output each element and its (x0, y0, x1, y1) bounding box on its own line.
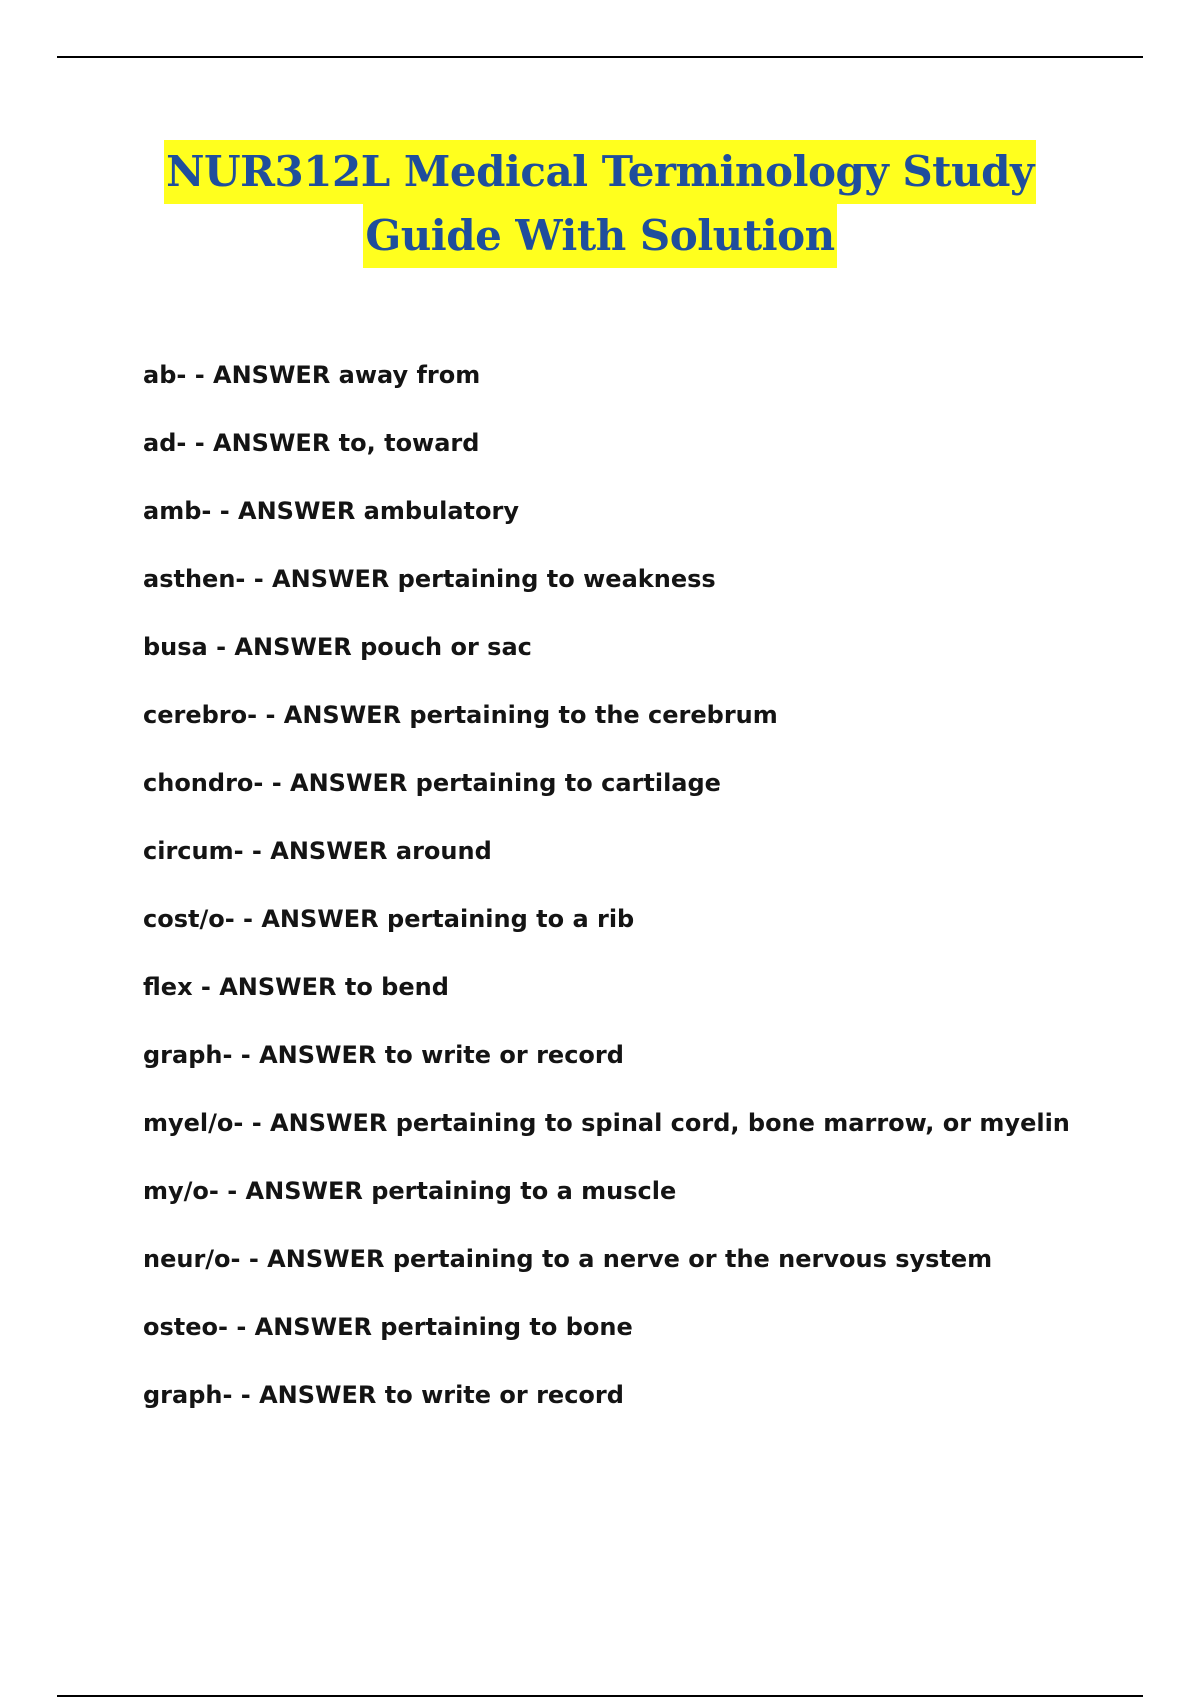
top-rule (57, 56, 1143, 58)
title-line-2: Guide With Solution (363, 204, 836, 268)
term-entry: cerebro- - ANSWER pertaining to the cerebrum (143, 701, 778, 729)
term-entry: ab- - ANSWER away from (143, 361, 481, 389)
bottom-rule (57, 1695, 1143, 1697)
term-entry: myel/o- - ANSWER pertaining to spinal cord, bone marrow, or myelin (143, 1109, 1070, 1137)
term-entry: flex - ANSWER to bend (143, 973, 449, 1001)
page-title (0, 140, 1200, 268)
term-entry: graph- - ANSWER to write or record (143, 1041, 624, 1069)
title-line-1: NUR312L Medical Terminology Study (164, 140, 1036, 204)
term-entry: ad- - ANSWER to, toward (143, 429, 480, 457)
term-entry: graph- - ANSWER to write or record (143, 1381, 624, 1409)
term-entry: chondro- - ANSWER pertaining to cartilage (143, 769, 721, 797)
term-entry: cost/o- - ANSWER pertaining to a rib (143, 905, 635, 933)
term-entry: amb- - ANSWER ambulatory (143, 497, 519, 525)
term-entry: busa - ANSWER pouch or sac (143, 633, 532, 661)
terminology-list (143, 360, 1143, 1448)
term-entry: my/o- - ANSWER pertaining to a muscle (143, 1177, 677, 1205)
term-entry: circum- - ANSWER around (143, 837, 492, 865)
term-entry: neur/o- - ANSWER pertaining to a nerve or the nervous system (143, 1245, 993, 1273)
term-entry: osteo- - ANSWER pertaining to bone (143, 1313, 633, 1341)
term-entry: asthen- - ANSWER pertaining to weakness (143, 565, 716, 593)
